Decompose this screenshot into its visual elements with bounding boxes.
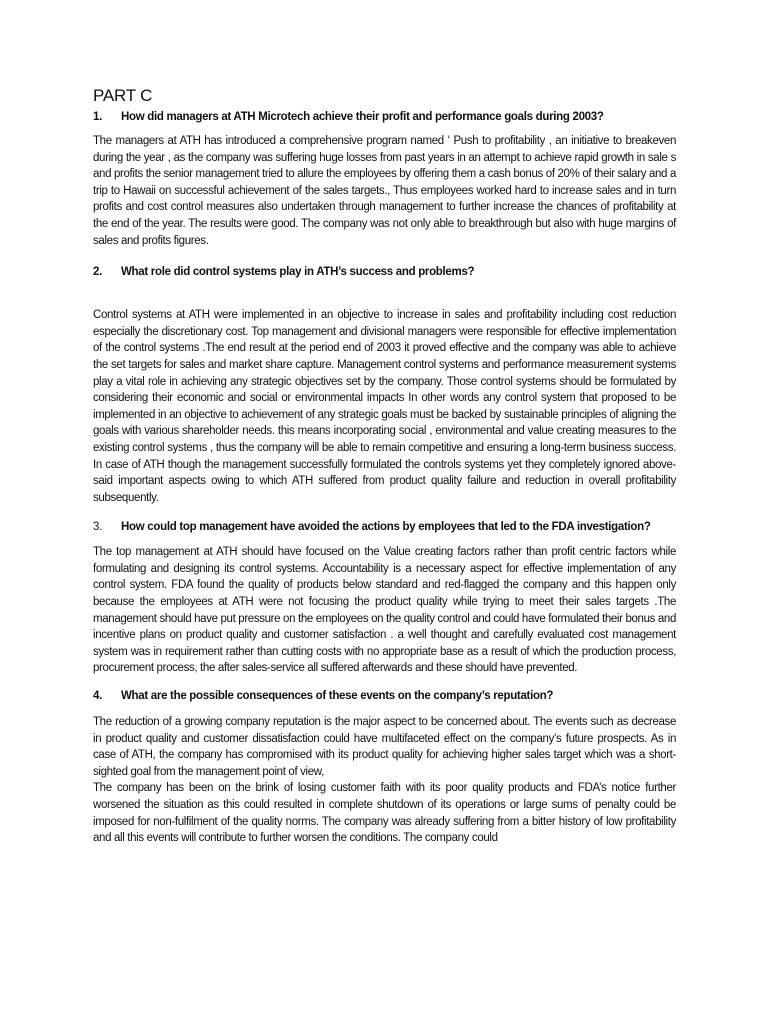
part-title: PART C: [93, 86, 153, 105]
answer-3-paragraph: The top management at ATH should have focused on the Value creating factors rather than profit centric factors while formulating and designing its control systems. Accountability is a necessary aspect for effective implementation of any control system. FDA found the quality of products below standard and red-flagged the company and this happen only because the employees at ATH were not focusing the product quality while trying to meet their sales targets .The management should have put pressure on the employees on the quality control and could have formulated their bonus and incentive plans on product quality and customer satisfaction . a well thought and carefully evaluated cost management system was in requirement rather than cutting costs with no appropriate base as a result of which the production process, procurement process, the after sales-service all suffered afterwards and these should have prevented.: [93, 546, 677, 675]
document-page: [93, 86, 676, 847]
question-3-text: How could top management have avoided the actions by employees that led to the FDA investigation?: [121, 521, 651, 534]
question-4-text: What are the possible consequences of these events on the company’s reputation?: [121, 690, 554, 703]
question-4: [93, 688, 676, 704]
question-1-number: 1.: [93, 111, 102, 123]
question-2-text: What role did control systems play in ATH’s success and problems?: [121, 266, 475, 279]
question-3-number: 3.: [93, 521, 102, 534]
question-3: [93, 519, 676, 535]
answer-4-paragraph-2: The company has been on the brink of losing customer faith with its poor quality products and FDA’s notice further worsened the situation as this could resulted in complete shutdown of its operations or large sums of penalty could be imposed for non-fulfilment of the quality norms. The company was already suffering from a bitter history of low profitability and all this events will contribute to further worsen the conditions. The company could: [93, 782, 676, 845]
question-1-text: How did managers at ATH Microtech achieve their profit and performance goals during 2003?: [121, 111, 604, 123]
answer-4-paragraph-1: The reduction of a growing company reputation is the major aspect to be concerned about. The events such as decrease in product quality and customer dissatisfaction could have multifaceted effect on the company’s future prospects. As in case of ATH, the company has compromised with its product quality for achieving higher sales target which was a short-sighted goal from the management point of view,: [93, 716, 676, 778]
answer-2-paragraph: Control systems at ATH were implemented in an objective to increase in sales and profitability including cost reduction especially the discretionary cost. Top management and divisional managers were responsible for effective implementation of the control systems .The end result at the period end of 2003 it proved effective and the company was able to achieve the set targets for sales and market share capture. Management control systems and performance measurement systems play a vital role in achieving any strategic objectives set by the company. Those control systems should be formulated by considering their economic and social or environmental impacts In other words any control system that proposed to be implemented in an objective to achievement of any strategic goals must be backed by sustainable principles of aligning the goals with various shareholder needs. this means incorporating social , environmental and value creating measures to the existing control systems , thus the company will be able to remain competitive and ensuring a long-term business success. In case of ATH though the management successfully formulated the controls systems yet they completely ignored above-said important aspects owing to which ATH suffered from product quality failure and reduction in overall profitability subsequently.: [93, 309, 676, 504]
question-2: [93, 264, 676, 280]
question-1: [93, 109, 676, 125]
answer-1-paragraph: The managers at ATH has introduced a comprehensive program named ‘ Push to profitability , an initiative to breakeven during the year , as the company was suffering huge losses from past years in an attempt to achieve rapid growth in sale s and profits the senior management tried to allure the employees by offering them a cash bonus of 20% of their salary and a trip to Hawaii on successful achievement of the sales targets., Thus employees worked hard to increase sales and in turn profits and cost control measures also undertaken through management to further increase the chances of profitability at the end of the year. The results were good. The company was not only able to breakthrough but also with huge margins of sales and profits figures.: [93, 135, 676, 247]
question-2-number: 2.: [93, 266, 102, 279]
question-4-number: 4.: [93, 690, 102, 703]
